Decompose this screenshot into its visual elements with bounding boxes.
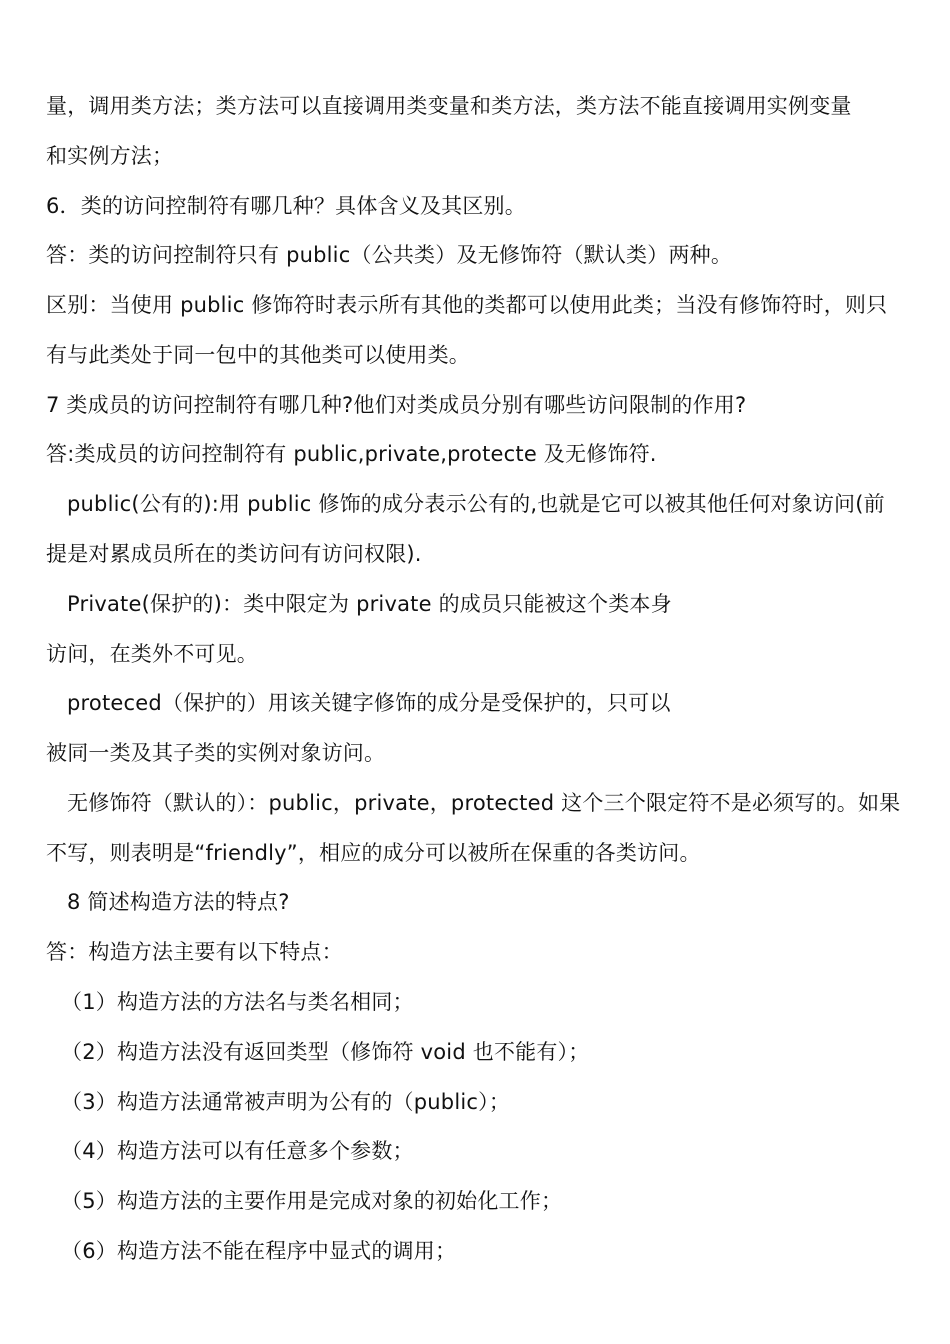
paragraph-line: 和实例方法；: [46, 144, 174, 168]
paragraph-line: 有与此类处于同一包中的其他类可以使用类。: [46, 343, 470, 367]
list-item: （1）构造方法的方法名与类名相同；: [61, 990, 414, 1014]
list-item: （4）构造方法可以有任意多个参数；: [61, 1139, 414, 1163]
answer-line: 答：构造方法主要有以下特点：: [46, 940, 343, 964]
list-item: （6）构造方法不能在程序中显式的调用；: [61, 1239, 457, 1263]
paragraph-line: 提是对累成员所在的类访问有访问权限).: [46, 542, 422, 566]
paragraph-line: 被同一类及其子类的实例对象访问。: [46, 741, 386, 765]
paragraph-line: proteced（保护的）用该关键字修饰的成分是受保护的，只可以: [67, 691, 671, 715]
answer-line: 答:类成员的访问控制符有 public,private,protecte 及无修饰符.: [46, 442, 657, 466]
paragraph-line: 无修饰符（默认的）：public，private，protected 这个三个限定符不是必须写的。如果: [67, 791, 901, 815]
answer-line: 答：类的访问控制符只有 public（公共类）及无修饰符（默认类）两种。: [46, 243, 733, 267]
list-item: （2）构造方法没有返回类型（修饰符 void 也不能有）；: [61, 1040, 590, 1064]
paragraph-line: public(公有的):用 public 修饰的成分表示公有的,也就是它可以被其他任何对象访问(前: [67, 492, 885, 516]
paragraph-line: Private(保护的)：类中限定为 private 的成员只能被这个类本身: [67, 592, 672, 616]
paragraph-line: 量，调用类方法；类方法可以直接调用类变量和类方法，类方法不能直接调用实例变量: [46, 94, 852, 118]
list-item: （5）构造方法的主要作用是完成对象的初始化工作；: [61, 1189, 563, 1213]
paragraph-line: 区别：当使用 public 修饰符时表示所有其他的类都可以使用此类；当没有修饰符时，则只: [46, 293, 888, 317]
question-heading: 6．类的访问控制符有哪几种？具体含义及其区别。: [46, 194, 526, 218]
question-heading: 8 简述构造方法的特点?: [67, 890, 290, 914]
paragraph-line: 访问，在类外不可见。: [46, 642, 258, 666]
list-item: （3）构造方法通常被声明为公有的（public）；: [61, 1090, 511, 1114]
question-heading: 7 类成员的访问控制符有哪几种?他们对类成员分别有哪些访问限制的作用?: [46, 393, 747, 417]
paragraph-line: 不写，则表明是“friendly”，相应的成分可以被所在保重的各类访问。: [46, 841, 701, 865]
